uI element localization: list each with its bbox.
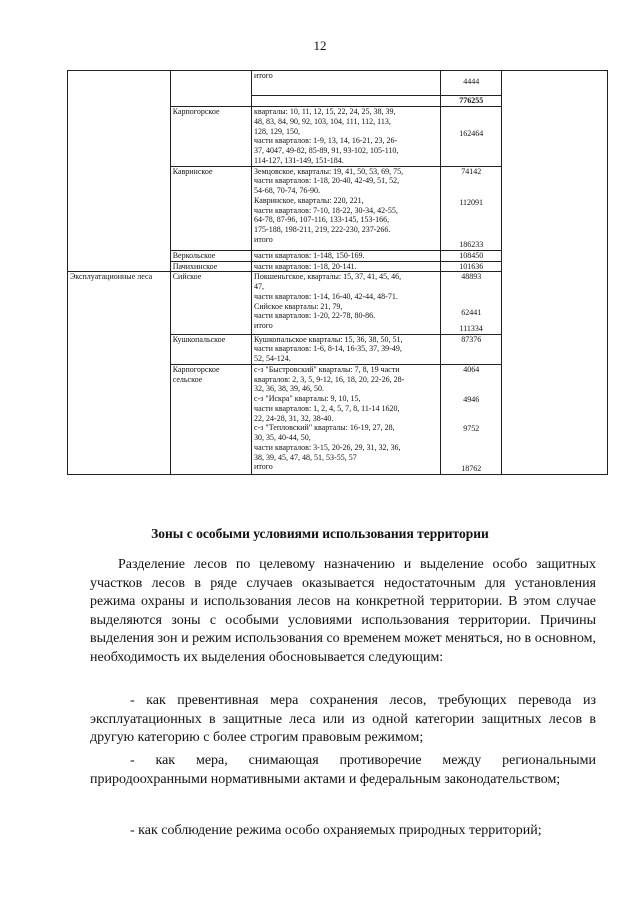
- area-cell: [441, 364, 502, 474]
- area-total-value: 186233: [459, 240, 484, 249]
- category-cell: Эксплуатационные леса: [68, 272, 171, 475]
- forestry-cell: Кушкопальское: [170, 334, 251, 364]
- category-cell: [68, 71, 171, 272]
- description-line: 64-78, 87-96, 107-116, 133-145, 153-166,: [254, 215, 390, 225]
- area-value: 62441: [461, 308, 482, 317]
- forestry-cell: Веркольское: [170, 250, 251, 261]
- description-line: Кушкопальское кварталы: 15, 36, 38, 50, 51,: [254, 334, 403, 344]
- description-line: итого: [254, 234, 273, 244]
- area-cell: [441, 96, 502, 107]
- description-line: части кварталов: 1-14, 16-40, 42-44, 48-71.: [254, 291, 398, 301]
- description-cell: [252, 107, 441, 167]
- description-line: Покшеньгское, кварталы: 15, 37, 41, 45, 46,: [254, 272, 402, 282]
- forestry-cell: Карпогорское: [170, 107, 251, 167]
- forestry-cell: Кавринское: [170, 166, 251, 250]
- description-line: Сийское кварталы: 21, 79,: [254, 301, 343, 311]
- description-line: 47,: [254, 282, 265, 291]
- description-cell: [252, 250, 441, 261]
- area-total-value: 776255: [459, 96, 484, 105]
- forestry-cell: Пачихинское: [170, 261, 251, 272]
- description-line: части кварталов: 7-10, 18-22, 30-34, 42-55,: [254, 205, 398, 215]
- description-line: 37, 4047, 49-82, 85-89, 91, 93-102, 105-110,: [254, 146, 399, 155]
- description-line: части кварталов: 1-20, 22-78, 80-86.: [254, 311, 376, 321]
- description-line: части кварталов: 1-6, 8-14, 16-35, 37, 39-49,: [254, 344, 402, 354]
- description-cell: [252, 71, 441, 96]
- description-line: 38, 39, 45, 47, 48, 51, 53-55, 57: [254, 452, 357, 462]
- description-line: части кварталов: 3-15, 20-26, 29, 31, 32, 36,: [254, 442, 401, 452]
- description-line: с-з "Тепловский" кварталы: 16-19, 27, 28,: [254, 423, 395, 433]
- description-line: итого: [254, 71, 273, 80]
- description-line: части кварталов: 1-18, 20-141.: [254, 261, 357, 271]
- description-line: 54-68, 70-74, 76-90.: [254, 186, 321, 195]
- area-value: 162464: [459, 129, 484, 138]
- description-cell: [252, 364, 441, 474]
- area-value: 74142: [461, 166, 482, 176]
- area-value: 87376: [461, 334, 482, 344]
- area-value: 101636: [459, 261, 484, 271]
- forest-zoning-table: [67, 70, 608, 475]
- description-cell: [252, 166, 441, 250]
- description-line: части кварталов: 1-18, 20-40, 42-49, 51, 52,: [254, 176, 400, 186]
- area-cell: [441, 166, 502, 250]
- description-line: с-з "Быстровский" кварталы: 7, 8, 19 части: [254, 364, 400, 374]
- extra-cell: [502, 71, 608, 475]
- area-value: 108450: [459, 250, 484, 260]
- description-line: 32, 36, 38, 39, 46, 50.: [254, 384, 325, 394]
- area-cell: [441, 261, 502, 272]
- description-line: кварталов: 2, 3, 5, 9-12, 16, 18, 20, 22-26, 28-: [254, 374, 405, 384]
- page-number: 12: [313, 38, 327, 53]
- description-line: 175-188, 198-211, 219, 222-230, 237-266.: [254, 225, 391, 234]
- description-line: 30, 35, 40-44, 50,: [254, 433, 311, 442]
- area-value: 48893: [461, 272, 482, 282]
- area-value: 9752: [463, 424, 480, 434]
- description-line: 52, 54-124.: [254, 354, 291, 363]
- bullet-paragraph: - как соблюдение режима особо охраняемых природных территорий;: [130, 823, 542, 838]
- description-line: с-з "Искра" кварталы: 9, 10, 15,: [254, 394, 361, 403]
- table-row: [68, 71, 608, 96]
- forestry-cell: Карпогорское сельское: [170, 364, 251, 474]
- description-line: кварталы: 10, 11, 12, 15, 22, 24, 25, 38, 39,: [254, 107, 396, 116]
- description-line: 128, 129, 150,: [254, 126, 301, 136]
- description-line: итого: [254, 462, 273, 472]
- area-cell: [441, 107, 502, 167]
- area-total-value: 18762: [461, 464, 482, 473]
- area-cell: [441, 272, 502, 334]
- area-cell: [441, 71, 502, 96]
- description-line: итого: [254, 321, 273, 330]
- description-line: Земцовское, кварталы: 19, 41, 50, 53, 69, 75,: [254, 166, 404, 176]
- forestry-cell: [170, 71, 251, 107]
- body-paragraph: Разделение лесов по целевому назначению и выделение особо защитных участков лесов в ряде случаев оказывается недостаточным для установления режима охраны и использования лесов на конкретной территории. В этом случае выделяются зоны с особыми условиями использования территории. Причины выделения зон и режим использования со временем может меняться, но в основном, необходимость их выделения обосновывается следующим:: [90, 557, 596, 665]
- forestry-cell: Сийское: [170, 272, 251, 334]
- description-cell: [252, 334, 441, 364]
- description-line: 48, 83, 84, 90, 92, 103, 104, 111, 112, 113,: [254, 116, 391, 126]
- description-line: Кавринское, кварталы: 220, 221,: [254, 195, 364, 205]
- description-cell: [252, 96, 441, 107]
- area-cell: [441, 334, 502, 364]
- area-value: 112091: [459, 198, 484, 208]
- description-line: 22, 24-28, 31, 32, 38-40.: [254, 413, 334, 423]
- area-value: 4444: [463, 77, 480, 86]
- area-total-value: 111334: [459, 323, 483, 333]
- bullet-paragraph: - как превентивная мера сохранения лесов, требующих перевода из эксплуатационных в защитные леса или из одной категории защитных лесов в другую категорию с более строгим правовым режимом;: [90, 693, 596, 745]
- description-line: части кварталов: 1, 2, 4, 5, 7, 8, 11-14 1620,: [254, 403, 400, 413]
- area-cell: [441, 250, 502, 261]
- section-heading: Зоны с особыми условиями использования территории: [151, 526, 489, 541]
- area-value: 4946: [463, 394, 480, 404]
- bullet-paragraph: - как мера, снимающая противоречие между региональными природоохранными нормативными актами и федеральным законодательством;: [90, 753, 596, 787]
- description-line: части кварталов: 1-9, 13, 14, 16-21, 23, 26-: [254, 136, 398, 146]
- description-line: части кварталов: 1-148, 150-169.: [254, 250, 365, 260]
- description-cell: [252, 272, 441, 334]
- area-value: 4064: [463, 364, 480, 374]
- description-cell: [252, 261, 441, 272]
- description-line: 114-127, 131-149, 151-184.: [254, 155, 344, 165]
